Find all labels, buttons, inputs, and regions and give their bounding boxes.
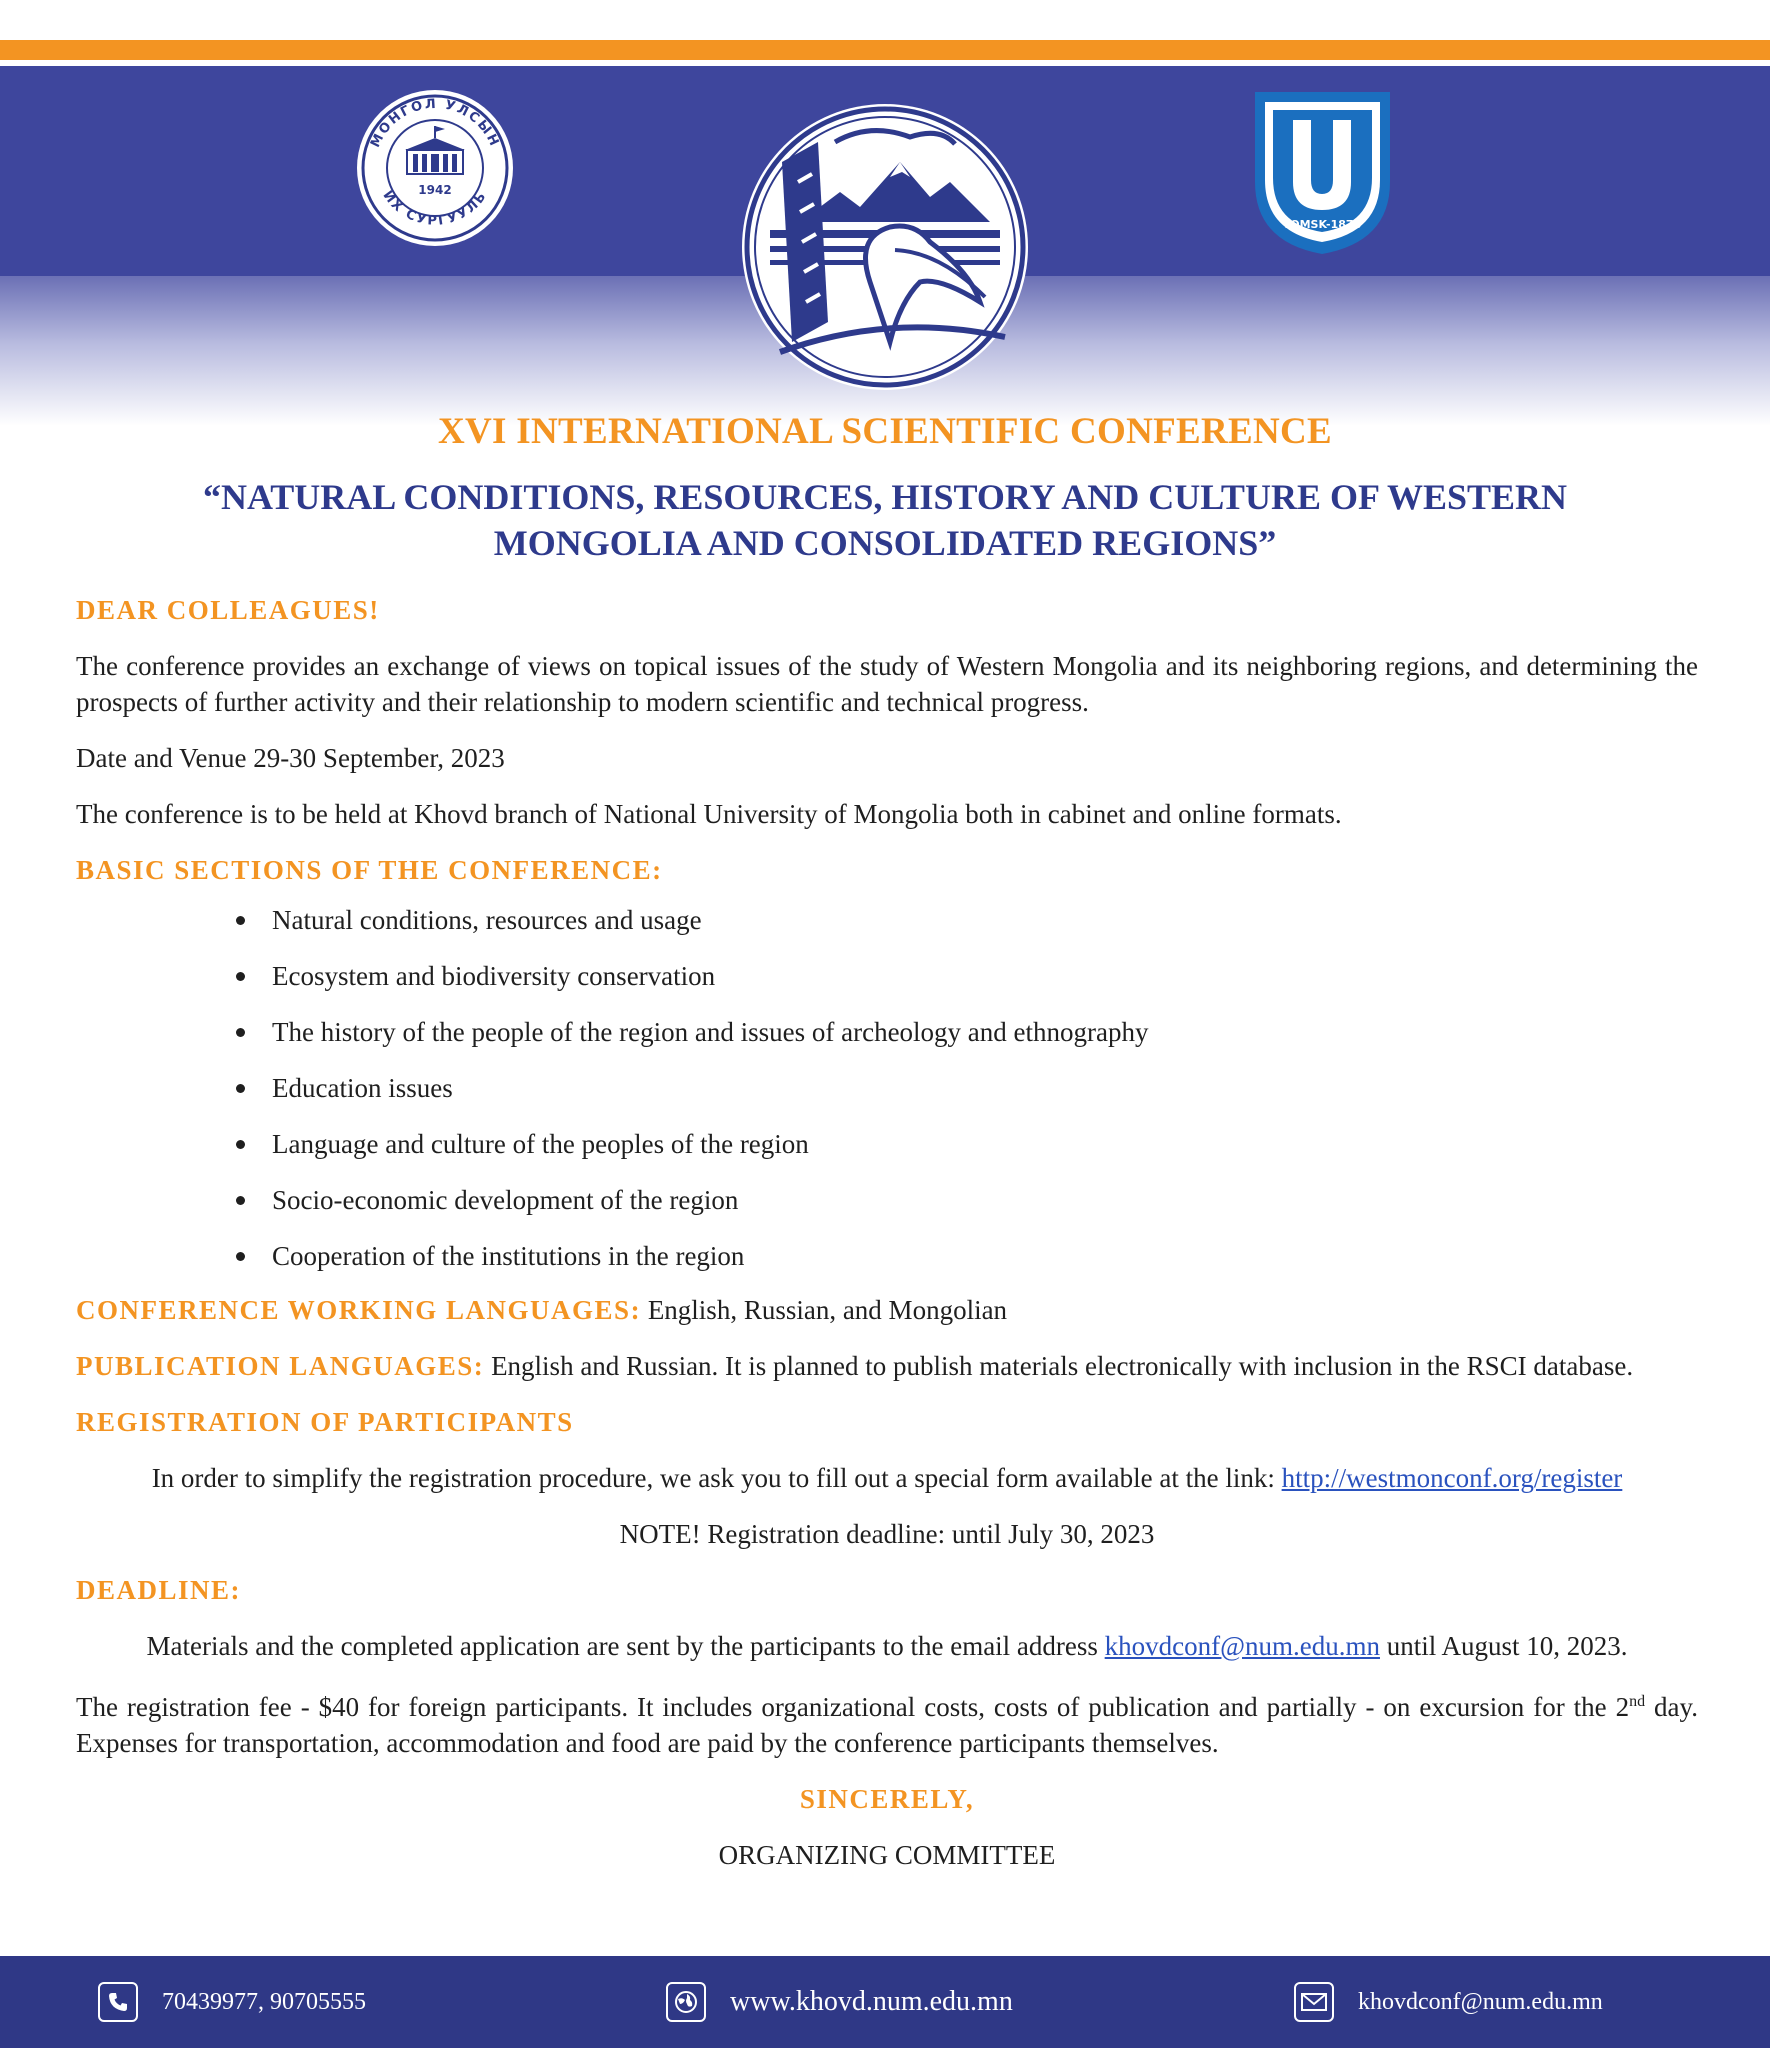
bullet-icon (236, 1140, 245, 1149)
intro-paragraph: The conference provides an exchange of views on topical issues of the study of Western Mongolia and its neighboring regions, and determining the prospects of further activity and their relationship to modern scientific and technical progress. (76, 651, 1698, 717)
bullet-icon (236, 1028, 245, 1037)
conference-subtitle: “NATURAL CONDITIONS, RESOURCES, HISTORY AND CULTURE OF WESTERN MONGOLIA AND CONSOLIDATED REGIONS” (202, 477, 1568, 563)
bullet-icon (236, 1196, 245, 1205)
footer-email (1294, 1982, 1603, 2022)
list-item: The history of the people of the region and issues of archeology and ethnography (236, 1014, 1698, 1070)
conference-title: XVI INTERNATIONAL SCIENTIFIC CONFERENCE (437, 411, 1333, 452)
bullet-icon (236, 1084, 245, 1093)
globe-icon (666, 1982, 706, 2022)
footer-bar (0, 1956, 1770, 2048)
working-languages-value: English, Russian, and Mongolian (641, 1295, 1008, 1325)
sincerely-text: SINCERELY, (799, 1784, 975, 1814)
organizing-committee: ORGANIZING COMMITTEE (718, 1840, 1056, 1870)
list-item: Cooperation of the institutions in the region (236, 1238, 1698, 1294)
deadline-heading: DEADLINE: (76, 1575, 242, 1605)
phone-icon (98, 1982, 138, 2022)
registration-note: NOTE! Registration deadline: until July 30, 2023 (619, 1519, 1155, 1549)
registration-text: In order to simplify the registration procedure, we ask you to fill out a special form available at the link: http://westmonconf.org/register (151, 1463, 1623, 1493)
main-content (76, 592, 1698, 1873)
sections-list (76, 902, 1698, 1294)
date-venue-text: Date and Venue 29-30 September, 2023 (76, 743, 505, 773)
bullet-icon (236, 1252, 245, 1261)
list-item: Language and culture of the peoples of the region (236, 1126, 1698, 1182)
list-item: Education issues (236, 1070, 1698, 1126)
publication-languages (76, 1348, 1698, 1384)
footer-phone (98, 1982, 366, 2022)
sections-heading: BASIC SECTIONS OF THE CONFERENCE: (76, 855, 663, 885)
list-item: Socio-economic development of the region (236, 1182, 1698, 1238)
conference-emblem-logo (740, 102, 1030, 392)
deadline-email-link[interactable]: khovdconf@num.edu.mn (1104, 1631, 1380, 1661)
envelope-icon (1294, 1982, 1334, 2022)
svg-text:TOMSK-1878: TOMSK-1878 (1282, 218, 1362, 231)
greeting-heading: DEAR COLLEAGUES! (76, 595, 380, 625)
footer-website (666, 1982, 1013, 2022)
fee-paragraph: The registration fee - $40 for foreign participants. It includes organizational costs, costs of publication and partially - on excursion for the 2nd day. Expenses for transportation, accommodation and food are paid by the conference participants themselves. (76, 1692, 1698, 1758)
publication-languages-value: English and Russian. It is planned to publish materials electronically with inclusion in the RSCI database. (484, 1351, 1634, 1381)
registration-link[interactable]: http://westmonconf.org/register (1281, 1463, 1623, 1493)
list-item: Ecosystem and biodiversity conservation (236, 958, 1698, 1014)
bullet-icon (236, 972, 245, 981)
national-university-seal-logo (355, 88, 515, 248)
svg-text:ИХ СУРГУУЛЬ: ИХ СУРГУУЛЬ (379, 188, 491, 229)
bullet-icon (236, 916, 245, 925)
footer-phone-text: 70439977, 90705555 (162, 1988, 366, 2015)
working-languages-label: CONFERENCE WORKING LANGUAGES: (76, 1295, 642, 1325)
svg-text:1942: 1942 (418, 183, 452, 197)
footer-email-text[interactable]: khovdconf@num.edu.mn (1358, 1988, 1603, 2015)
list-item: Natural conditions, resources and usage (236, 902, 1698, 958)
deadline-text: Materials and the completed application are sent by the participants to the email address khovdconf@num.edu.mn until August 10, 2023. (146, 1631, 1628, 1661)
working-languages (76, 1292, 1698, 1328)
svg-text:МОНГОЛ УЛСЫН: МОНГОЛ УЛСЫН (367, 96, 502, 151)
publication-languages-label: PUBLICATION LANGUAGES: (76, 1351, 485, 1381)
registration-heading: REGISTRATION OF PARTICIPANTS (76, 1407, 574, 1437)
top-orange-strip (0, 40, 1770, 60)
tomsk-university-logo (1245, 82, 1400, 257)
footer-website-text[interactable]: www.khovd.num.edu.mn (730, 1986, 1013, 2017)
venue-text: The conference is to be held at Khovd branch of National University of Mongolia both in cabinet and online formats. (76, 799, 1342, 829)
